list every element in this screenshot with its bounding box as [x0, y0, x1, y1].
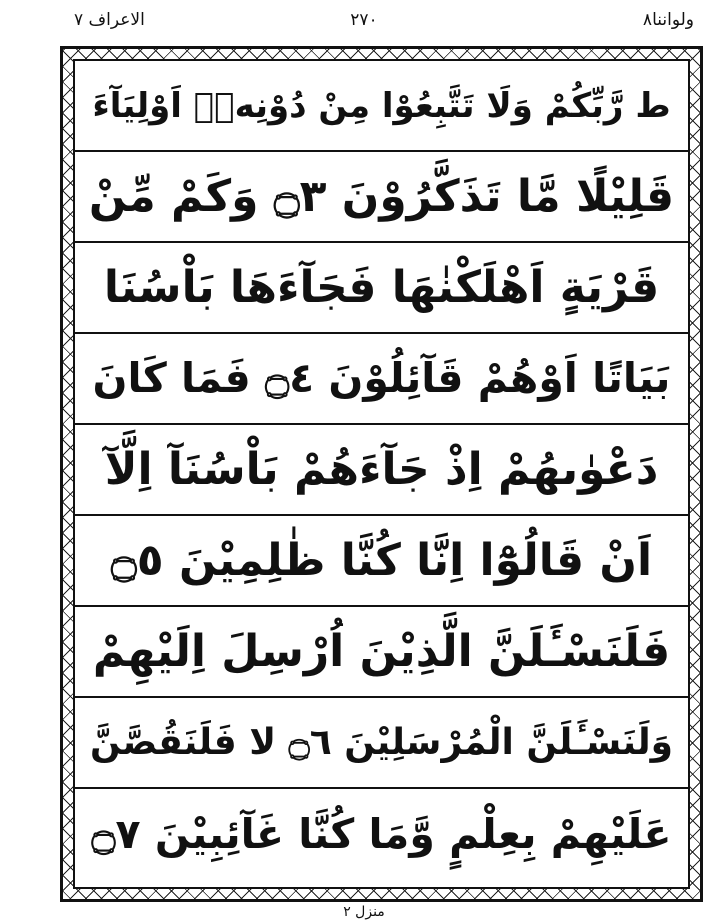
verse-line-7 — [75, 607, 688, 698]
decorative-border-frame — [60, 46, 703, 902]
verse-line-3 — [75, 243, 688, 334]
verse-text: دَعْوٰىهُمْ اِذْ جَآءَهُمْ بَاْسُنَآ اِلَّآ — [104, 443, 659, 495]
page-number: ٢٧٠ — [350, 10, 378, 30]
verse-line-8 — [75, 698, 688, 789]
verse-text: قَرْيَةٍ اَهْلَكْنٰهَا فَجَآءَهَا بَاْسُنَا — [103, 261, 660, 313]
verse-text: فَلَنَسْـَٔلَنَّ الَّذِيْنَ اُرْسِلَ اِلَيْهِمْ — [92, 625, 671, 677]
page-header — [0, 0, 728, 46]
verse-line-9 — [75, 789, 688, 880]
verse-text-panel — [73, 59, 690, 889]
verse-line-5 — [75, 425, 688, 516]
verse-text: وَلَنَسْـَٔلَنَّ الْمُرْسَلِيْنَ ۝٦ لا فَلَنَقُصَّنَّ — [90, 721, 673, 763]
verse-line-1 — [75, 61, 688, 152]
surah-label: الاعراف ۷ — [74, 10, 145, 30]
verse-text: ط رَّبِّكُمْ وَلَا تَتَّبِعُوْا مِنْ دُوْنِهٖۤ اَوْلِيَآءَ — [92, 85, 671, 126]
verse-line-2 — [75, 152, 688, 243]
verse-text: اَنْ قَالُوْٓا اِنَّا كُنَّا ظٰلِمِيْنَ ۝٥ — [110, 534, 653, 586]
page-footer: منزل ٢ — [343, 904, 385, 920]
verse-text: بَيَاتًا اَوْهُمْ قَآئِلُوْنَ ۝٤ فَمَا كَانَ — [92, 354, 671, 402]
verse-line-4 — [75, 334, 688, 425]
verse-line-6 — [75, 516, 688, 607]
verse-text: قَلِيْلًا مَّا تَذَكَّرُوْنَ ۝٣ وَكَمْ مِّنْ — [88, 170, 675, 222]
juz-label: ولواننا۸ — [642, 10, 694, 30]
verse-text: عَلَيْهِمْ بِعِلْمٍ وَّمَا كُنَّا غَآئِبِيْنَ ۝٧ — [91, 810, 672, 858]
